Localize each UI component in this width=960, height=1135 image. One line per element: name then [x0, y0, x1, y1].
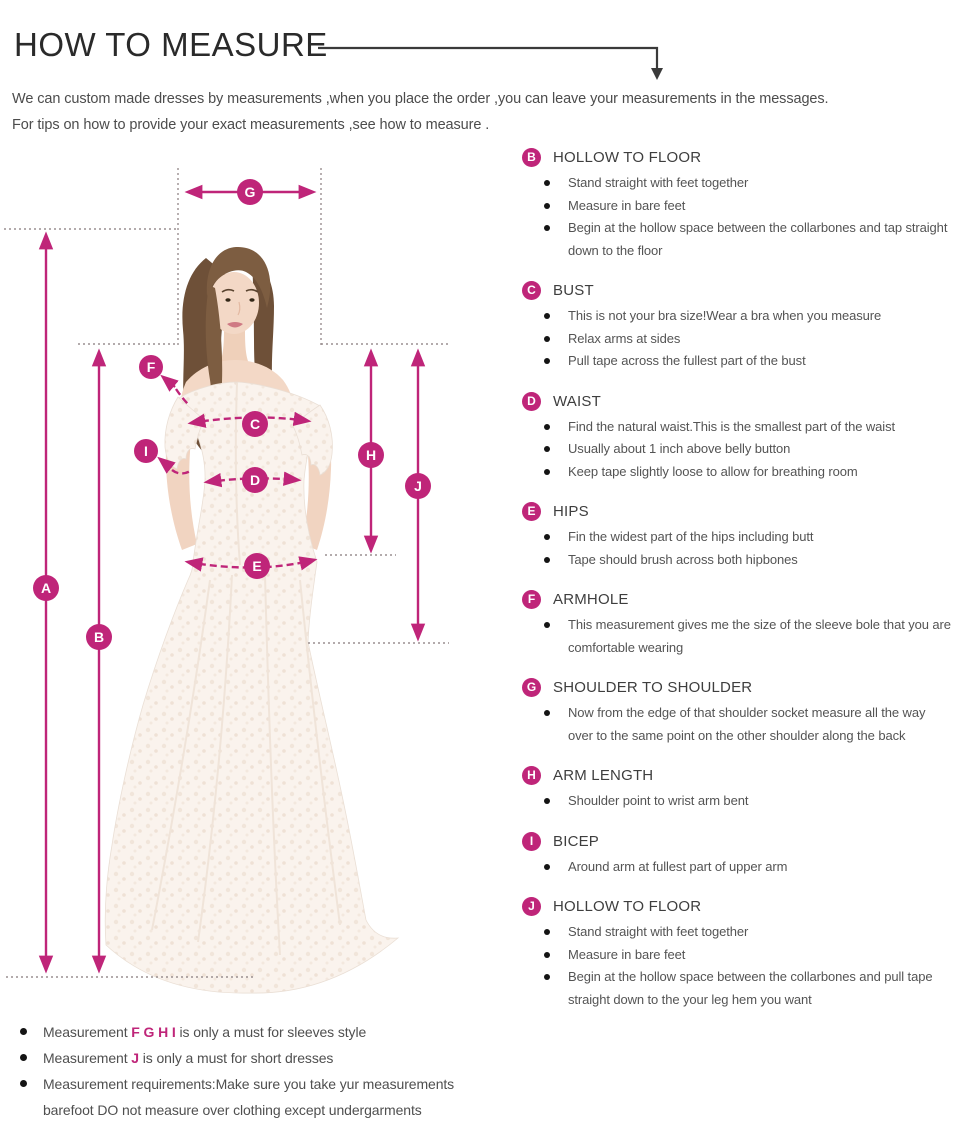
bullet-text: Around arm at fullest part of upper arm [568, 858, 788, 874]
diagram-badge-H [358, 442, 384, 468]
svg-text:A: A [40, 580, 52, 596]
svg-text:I: I [144, 443, 148, 459]
measure-section [522, 148, 958, 262]
bullet-text: Fin the widest part of the hips including butt [568, 529, 814, 544]
section-bullets [522, 702, 958, 747]
measure-section [522, 590, 958, 659]
bullet-text: Stand straight with feet together [568, 924, 749, 939]
bullet-text: Measure in bare feet [568, 946, 686, 962]
section-bullets [522, 921, 958, 1011]
bullet-item [522, 790, 958, 813]
measure-pointer-F [163, 377, 175, 387]
bullet-item [522, 438, 958, 461]
svg-text:H: H [365, 447, 377, 463]
section-letter-badge: D [522, 392, 541, 411]
bullet-item [522, 350, 958, 373]
bullet-text: Now from the edge of that shoulder socket measure all the way over to the same point on the other shoulder along the back [568, 705, 926, 743]
svg-text:G: G [244, 184, 256, 200]
bullet-item [522, 305, 958, 328]
section-bullets [522, 305, 958, 373]
section-title: ARM LENGTH [553, 767, 654, 784]
bullet-text: Find the natural waist.This is the smallest part of the waist [568, 418, 895, 434]
section-header [522, 281, 958, 300]
measure-section [522, 766, 958, 813]
svg-text:F: F [146, 359, 156, 375]
measure-section [522, 897, 958, 1011]
model-eye-left [225, 298, 230, 301]
section-bullets [522, 416, 958, 484]
title-pointer-arrow [310, 34, 674, 86]
bullet-text: This is not your bra size!Wear a bra when you measure [568, 308, 882, 323]
bullet-dot [544, 534, 550, 540]
intro-text [12, 86, 922, 138]
section-title: SHOULDER TO SHOULDER [553, 679, 753, 696]
svg-text:B: B [93, 629, 105, 645]
bullet-dot [544, 710, 550, 716]
bullet-dot [544, 798, 550, 804]
bullet-dot [544, 313, 550, 319]
measurement-diagram [0, 150, 510, 1010]
section-bullets [522, 526, 958, 571]
section-letter-badge: I [522, 832, 541, 851]
section-letter-badge: B [522, 148, 541, 167]
title-pointer-arrowhead-icon [651, 68, 663, 80]
section-title: HIPS [553, 503, 589, 520]
bullet-item [522, 461, 958, 484]
measure-section [522, 281, 958, 373]
bullet-dot [544, 469, 550, 475]
section-letter-badge: H [522, 766, 541, 785]
bullet-item [522, 526, 958, 549]
diagram-badge-E [244, 553, 270, 579]
section-title: BICEP [553, 832, 600, 850]
note-bullet-dot [20, 1054, 27, 1061]
bullet-dot [544, 622, 550, 628]
page-title: HOW TO MEASURE [14, 26, 328, 63]
diagram-badge-D [242, 467, 268, 493]
section-header [522, 590, 958, 609]
intro-line-1: We can custom made dresses by measurements ,when you place the order ,you can leave your measurements in the messages. [12, 91, 829, 107]
bullet-text: Relax arms at sides [568, 330, 681, 346]
intro-line-2: For tips on how to provide your exact measurements ,see how to measure . [12, 117, 490, 133]
bullet-dot [544, 336, 550, 342]
diagram-badge-A [33, 575, 59, 601]
bullet-dot [544, 203, 550, 209]
bullet-item [522, 328, 958, 351]
section-title: ARMHOLE [553, 591, 629, 608]
bullet-item [522, 614, 958, 659]
bullet-item [522, 856, 958, 879]
bullet-text: Begin at the hollow space between the collarbones and tap straight down to the floor [568, 220, 948, 258]
section-header [522, 392, 958, 411]
bullet-text: This measurement gives me the size of the sleeve bole that you are comfortable wearing [568, 617, 951, 655]
bullet-text: Tape should brush across both hipbones [568, 551, 798, 567]
bullet-item [522, 966, 958, 1011]
section-letter-badge: F [522, 590, 541, 609]
svg-text:D: D [249, 472, 261, 488]
section-header [522, 897, 958, 916]
svg-text:J: J [414, 478, 422, 494]
note-highlight: J [131, 1050, 139, 1066]
section-bullets [522, 790, 958, 813]
bullet-dot [544, 180, 550, 186]
section-header [522, 502, 958, 521]
section-title: HOLLOW TO FLOOR [553, 898, 702, 915]
bullet-item [522, 549, 958, 572]
bullet-dot [544, 424, 550, 430]
bullet-item [522, 217, 958, 262]
note-text: Measurement F G H I is only a must for sleeves style [43, 1024, 367, 1040]
bullet-text: Keep tape slightly loose to allow for breathing room [568, 463, 858, 479]
diagram-badge-J [405, 473, 431, 499]
section-letter-badge: J [522, 897, 541, 916]
bullet-dot [544, 358, 550, 364]
note-bullet-dot [20, 1080, 27, 1087]
note-highlight: F G H I [131, 1024, 176, 1040]
section-bullets [522, 172, 958, 262]
bullet-text: Pull tape across the fullest part of the bust [568, 353, 806, 368]
measure-section [522, 392, 958, 484]
section-header [522, 678, 958, 697]
bullet-text: Shoulder point to wrist arm bent [568, 793, 749, 808]
note-bullet-dot [20, 1028, 27, 1035]
bullet-text: Begin at the hollow space between the collarbones and pull tape straight down to the your leg hem you want [568, 969, 933, 1007]
measure-section [522, 678, 958, 747]
svg-text:C: C [249, 416, 261, 432]
bullet-item [522, 195, 958, 218]
svg-text:E: E [252, 558, 262, 574]
section-title: HOLLOW TO FLOOR [553, 149, 702, 166]
section-header [522, 766, 958, 785]
bullet-item [522, 944, 958, 967]
bullet-dot [544, 952, 550, 958]
bottom-notes [20, 1019, 500, 1123]
bullet-text: Measure in bare feet [568, 197, 686, 213]
bullet-dot [544, 974, 550, 980]
diagram-badge-B [86, 624, 112, 650]
section-header [522, 832, 958, 851]
bullet-dot [544, 557, 550, 563]
diagram-badge-F [139, 355, 163, 379]
note-item [20, 1019, 500, 1045]
section-header [522, 148, 958, 167]
section-bullets [522, 856, 958, 879]
note-text: Measurement J is only a must for short dresses [43, 1050, 334, 1066]
section-letter-badge: C [522, 281, 541, 300]
bullet-item [522, 416, 958, 439]
bullet-dot [544, 929, 550, 935]
title-pointer-line [318, 48, 657, 70]
note-item [20, 1045, 500, 1071]
model-eye-right [249, 298, 254, 301]
bullet-text: Usually about 1 inch above belly button [568, 441, 791, 456]
section-bullets [522, 614, 958, 659]
note-item [20, 1071, 500, 1123]
bullet-item [522, 921, 958, 944]
section-title: BUST [553, 282, 594, 299]
measure-sections [522, 148, 958, 1030]
measure-section [522, 832, 958, 879]
section-letter-badge: E [522, 502, 541, 521]
measure-section [522, 502, 958, 571]
bullet-item [522, 172, 958, 195]
bullet-dot [544, 225, 550, 231]
bullet-item [522, 702, 958, 747]
diagram-badge-I [134, 439, 158, 463]
bullet-dot [544, 446, 550, 452]
section-title: WAIST [553, 392, 601, 410]
diagram-badge-G [237, 179, 263, 205]
bullet-dot [544, 864, 550, 870]
note-text: Measurement requirements:Make sure you take yur measurements barefoot DO not measure over clothing except undergarments [43, 1076, 455, 1118]
bullet-text: Stand straight with feet together [568, 175, 749, 190]
section-letter-badge: G [522, 678, 541, 697]
diagram-badge-C [242, 411, 268, 437]
